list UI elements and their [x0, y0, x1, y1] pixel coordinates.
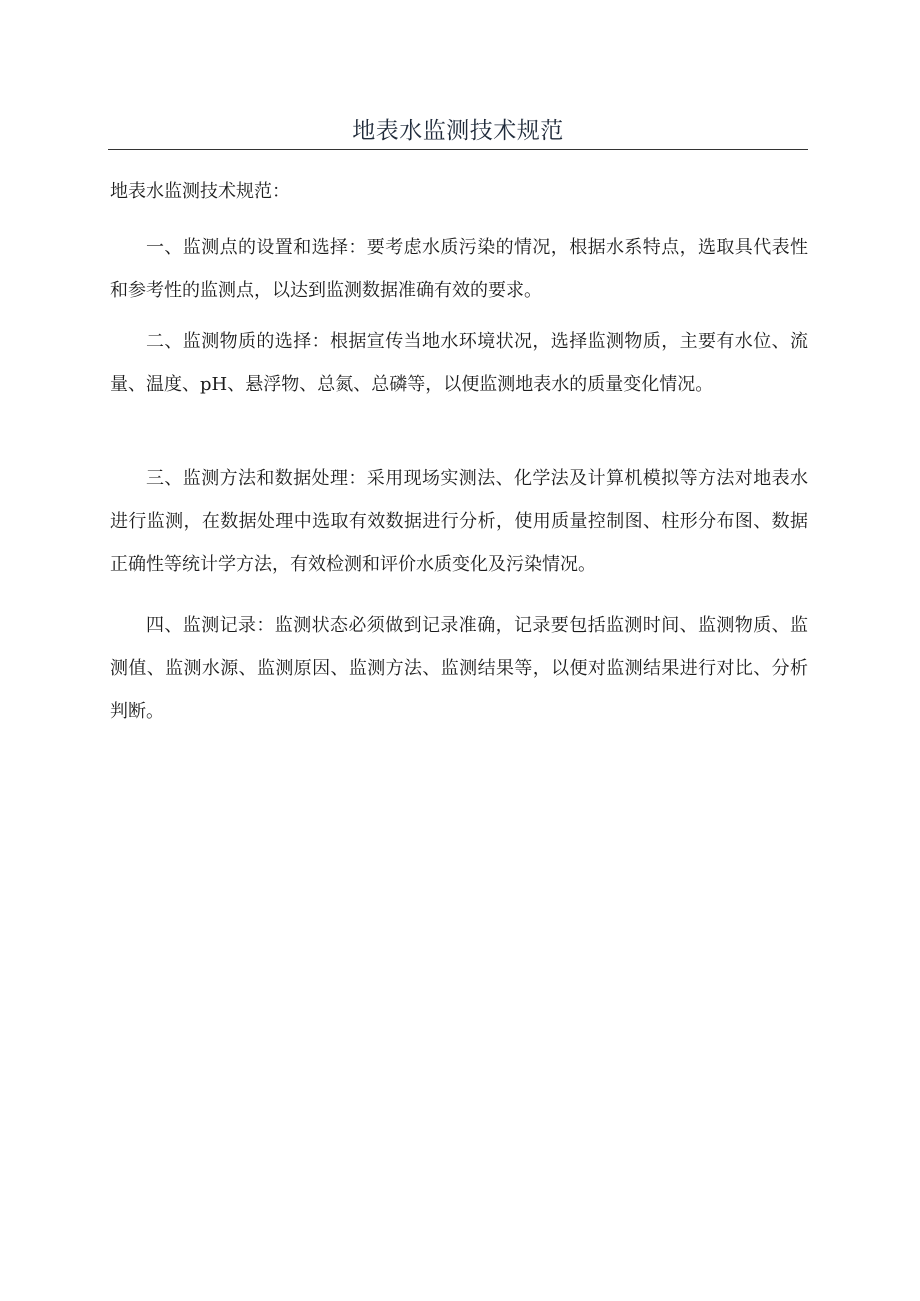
paragraph-monitoring-substances: 二、监测物质的选择：根据宣传当地水环境状况，选择监测物质，主要有水位、流量、温度、pH、悬浮物、总氮、总磷等，以便监测地表水的质量变化情况。: [110, 331, 808, 395]
intro-line: 地表水监测技术规范：: [110, 181, 290, 202]
document-title: 地表水监测技术规范: [352, 118, 564, 144]
paragraph-monitoring-records: 四、监测记录：监测状态必须做到记录准确，记录要包括监测时间、监测物质、监测值、监测水源、监测原因、监测方法、监测结果等，以便对监测结果进行对比、分析判断。: [110, 615, 808, 722]
title-underline: [108, 149, 808, 150]
paragraph-monitoring-points: 一、监测点的设置和选择：要考虑水质污染的情况，根据水系特点，选取具代表性和参考性的监测点，以达到监测数据准确有效的要求。: [110, 237, 808, 301]
paragraph-methods-data-processing: 三、监测方法和数据处理：采用现场实测法、化学法及计算机模拟等方法对地表水进行监测，在数据处理中选取有效数据进行分析，使用质量控制图、柱形分布图、数据正确性等统计学方法，有效检测和评价水质变化及污染情况。: [110, 468, 808, 575]
